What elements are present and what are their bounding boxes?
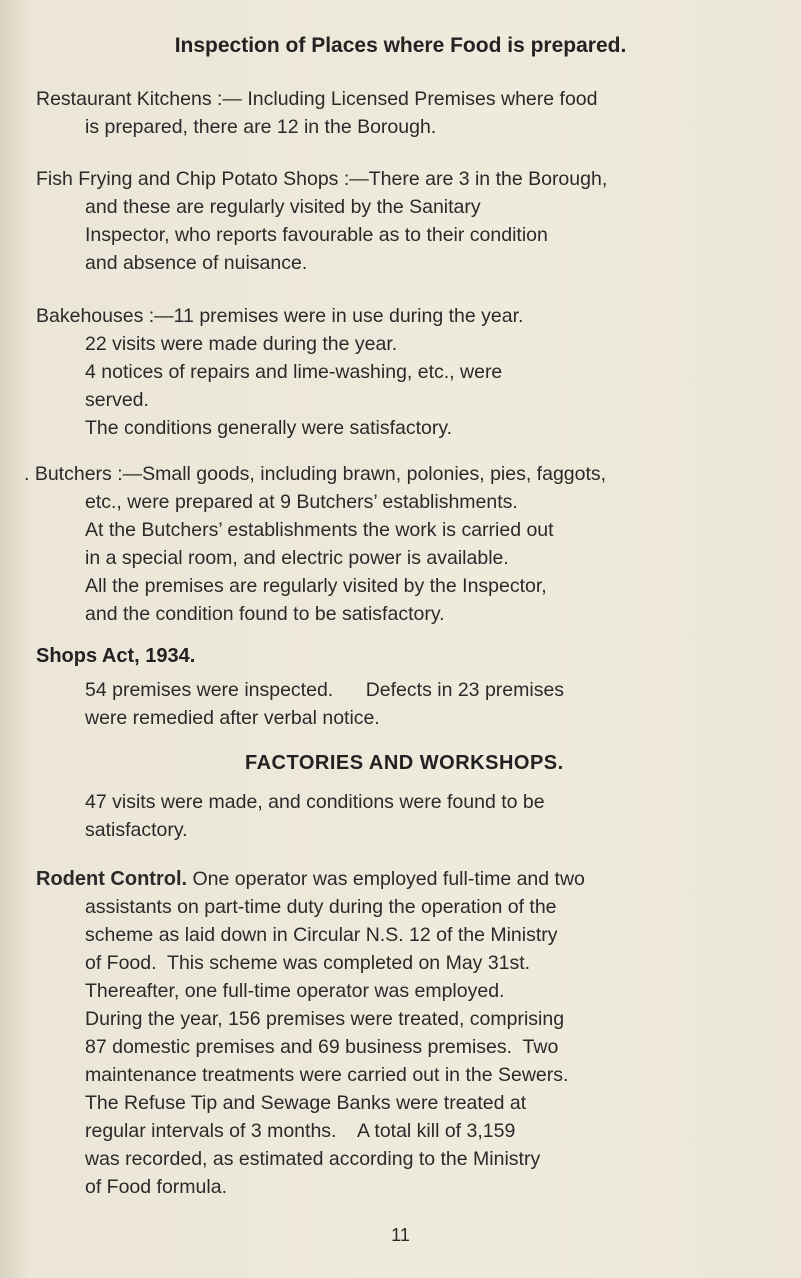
restaurant-kitchens-entry	[36, 85, 766, 141]
bakehouses-line-5: The conditions generally were satisfactory.	[85, 417, 453, 439]
rodent-line-4: of Food. This scheme was completed on May 31st.	[85, 952, 531, 974]
page-number: 11	[391, 1225, 410, 1245]
bakehouses-line-3: 4 notices of repairs and lime-washing, etc., were	[85, 361, 503, 383]
fish-line-1: Fish Frying and Chip Potato Shops :—There are 3 in the Borough,	[36, 168, 608, 190]
rodent-line-7: 87 domestic premises and 69 business premises. Two	[85, 1036, 559, 1058]
rodent-text-1: One operator was employed full-time and two	[192, 868, 585, 890]
rodent-line-5: Thereafter, one full-time operator was employed.	[85, 980, 505, 1002]
bakehouses-line-2: 22 visits were made during the year.	[85, 333, 398, 355]
shops-act-heading: Shops Act, 1934.	[36, 645, 196, 667]
restaurant-line-2: is prepared, there are 12 in the Borough.	[85, 116, 437, 138]
shops-act-line-2: were remedied after verbal notice.	[85, 707, 380, 729]
rodent-line-2: assistants on part-time duty during the operation of the	[85, 896, 557, 918]
factories-entry	[85, 788, 775, 844]
factories-line-2: satisfactory.	[85, 819, 188, 841]
fish-line-2: and these are regularly visited by the Sanitary	[85, 196, 481, 218]
bakehouses-line-4: served.	[85, 389, 149, 411]
fish-frying-entry	[36, 165, 766, 277]
butchers-line-1: . Butchers :—Small goods, including brawn, polonies, pies, faggots,	[24, 463, 607, 485]
rodent-line-8: maintenance treatments were carried out in the Sewers.	[85, 1064, 569, 1086]
rodent-control-entry	[36, 865, 776, 1201]
butchers-line-3: At the Butchers’ establishments the work is carried out	[85, 519, 554, 541]
restaurant-line-1	[36, 85, 766, 113]
butchers-line-2: etc., were prepared at 9 Butchers’ establishments.	[85, 491, 518, 513]
butchers-line-5: All the premises are regularly visited by the Inspector,	[85, 575, 547, 597]
restaurant-text: Including Licensed Premises where food	[247, 88, 598, 110]
fish-line-4: and absence of nuisance.	[85, 252, 308, 274]
factories-heading: FACTORIES AND WORKSHOPS.	[245, 752, 564, 774]
shops-act-line-1: 54 premises were inspected. Defects in 23 premises	[85, 679, 565, 701]
rodent-line-9: The Refuse Tip and Sewage Banks were treated at	[85, 1092, 527, 1114]
rodent-line-10: regular intervals of 3 months. A total kill of 3,159	[85, 1120, 516, 1142]
rodent-line-12: of Food formula.	[85, 1176, 227, 1198]
rodent-control-heading: Rodent Control.	[36, 868, 188, 890]
factories-line-1: 47 visits were made, and conditions were found to be	[85, 791, 545, 813]
rodent-line-1	[36, 865, 776, 893]
page-title: Inspection of Places where Food is prepared.	[174, 34, 627, 57]
rodent-line-3: scheme as laid down in Circular N.S. 12 of the Ministry	[85, 924, 558, 946]
bakehouses-entry	[36, 302, 766, 442]
butchers-line-4: in a special room, and electric power is available.	[85, 547, 509, 569]
butchers-line-6: and the condition found to be satisfactory.	[85, 603, 445, 625]
fish-line-3: Inspector, who reports favourable as to their condition	[85, 224, 548, 246]
rodent-line-6: During the year, 156 premises were treated, comprising	[85, 1008, 565, 1030]
bakehouses-line-1: Bakehouses :—11 premises were in use during the year.	[36, 305, 524, 327]
shops-act-entry	[85, 676, 775, 732]
butchers-entry	[24, 460, 764, 628]
rodent-line-11: was recorded, as estimated according to the Ministry	[85, 1148, 541, 1170]
restaurant-label: Restaurant Kitchens :—	[36, 88, 242, 110]
